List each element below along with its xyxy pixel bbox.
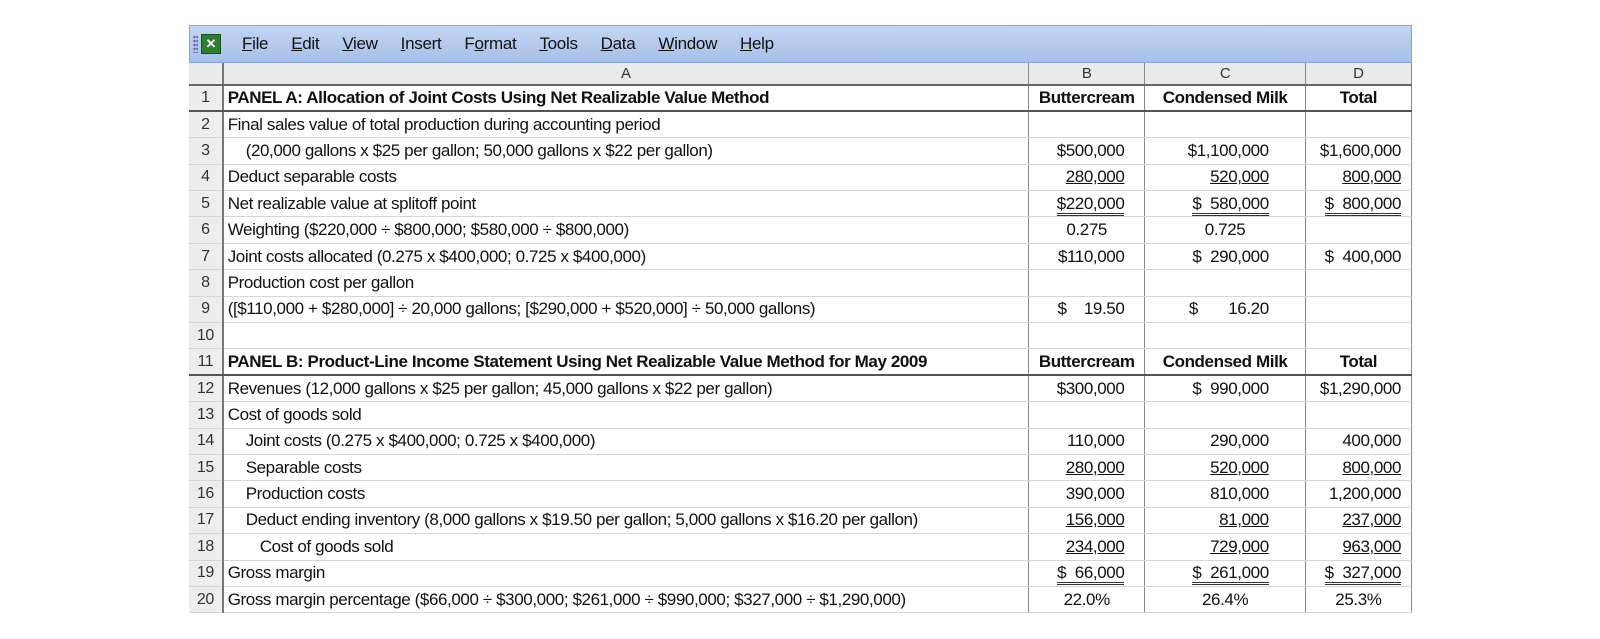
cell-b[interactable] [1028,375,1144,401]
cell-d[interactable] [1305,164,1411,190]
sheet-row [189,270,1412,296]
cell-value: $1,100,000 [1187,140,1269,160]
cell-value: $ 800,000 [1325,194,1401,216]
cell-a[interactable] [223,534,1029,560]
menu-tools[interactable]: Tools [539,34,578,53]
column-header-b[interactable]: B [1028,63,1144,85]
cell-text: (20,000 gallons x $25 per gallon; 50,000 gallons x $22 per gallon) [245,140,713,160]
sheet-row [189,375,1412,401]
cell-c[interactable] [1145,454,1305,480]
menu-edit[interactable]: Edit [291,34,320,53]
cell-c[interactable] [1145,164,1305,190]
cell-a[interactable] [223,375,1029,401]
cell-text: Gross margin [227,563,325,583]
cell-text: Final sales value of total production during accounting period [227,114,661,134]
sheet-row [189,349,1412,375]
cell-b[interactable] [1028,111,1144,137]
row-header[interactable]: 12 [189,375,223,401]
cell-value: $1,600,000 [1319,140,1401,160]
cell-c[interactable] [1145,217,1305,243]
cell-d[interactable] [1305,85,1411,111]
cell-b[interactable] [1028,454,1144,480]
cell-a[interactable] [223,296,1029,322]
row-header[interactable]: 16 [189,481,223,507]
cell-b[interactable] [1028,270,1144,296]
cell-b[interactable] [1028,217,1144,243]
row-header[interactable]: 8 [189,270,223,296]
cell-value: Buttercream [1038,88,1135,108]
spreadsheet-grid [189,63,1412,613]
cell-a[interactable] [223,349,1029,375]
cell-a[interactable] [223,560,1029,586]
cell-a[interactable] [223,85,1029,111]
cell-a[interactable] [223,428,1029,454]
cell-b[interactable] [1028,560,1144,586]
cell-value: $300,000 [1056,378,1125,398]
row-header[interactable]: 1 [189,85,223,111]
cell-text: Cost of goods sold [259,536,394,556]
row-header[interactable]: 10 [189,323,223,349]
cell-a[interactable] [223,217,1029,243]
cell-d[interactable] [1305,296,1411,322]
row-header[interactable]: 3 [189,138,223,164]
cell-d[interactable] [1305,560,1411,586]
cell-text: Revenues (12,000 gallons x $25 per gallon; 45,000 gallons x $22 per gallon) [227,378,773,398]
cell-value: $500,000 [1056,140,1125,160]
cell-a[interactable] [223,402,1029,428]
menu-view[interactable]: View [342,34,378,53]
cell-value: 26.4% [1201,589,1249,609]
cell-c[interactable] [1145,586,1305,612]
cell-c[interactable] [1145,296,1305,322]
cell-d[interactable] [1305,428,1411,454]
cell-a[interactable] [223,507,1029,533]
cell-b[interactable] [1028,191,1144,217]
cell-b[interactable] [1028,243,1144,269]
sheet-row [189,428,1412,454]
cell-b[interactable] [1028,349,1144,375]
column-header-d[interactable]: D [1305,63,1411,85]
cell-d[interactable] [1305,270,1411,296]
cell-value: $ 261,000 [1192,563,1268,585]
cell-c[interactable] [1145,270,1305,296]
cell-b[interactable] [1028,428,1144,454]
sheet-row [189,138,1412,164]
cell-text: Weighting ($220,000 ÷ $800,000; $580,000 ÷ $800,000) [227,220,629,240]
sheet-row [189,534,1412,560]
cell-value: 520,000 [1210,167,1269,187]
cell-value: 729,000 [1210,536,1269,556]
cell-value: 963,000 [1342,536,1401,556]
cell-value: 280,000 [1065,457,1125,477]
toolbar-grip[interactable] [193,35,198,53]
row-header[interactable]: 14 [189,428,223,454]
cell-d[interactable] [1305,138,1411,164]
cell-value: $1,290,000 [1319,378,1401,398]
cell-text: Production costs [245,484,365,504]
column-header-row [189,63,1412,85]
column-header-c[interactable]: C [1145,63,1305,85]
cell-c[interactable] [1145,191,1305,217]
cell-value: 400,000 [1342,431,1401,451]
cell-value: 22.0% [1063,589,1110,609]
row-header[interactable]: 2 [189,111,223,137]
cell-d[interactable] [1305,349,1411,375]
cell-b[interactable] [1028,402,1144,428]
cell-b[interactable] [1028,85,1144,111]
cell-value: 0.275 [1066,220,1107,240]
cell-a[interactable] [223,586,1029,612]
cell-value: 520,000 [1210,457,1269,477]
sheet-row [189,191,1412,217]
row-header[interactable]: 9 [189,296,223,322]
cell-b[interactable] [1028,296,1144,322]
cell-a[interactable] [223,454,1029,480]
row-header[interactable]: 11 [189,349,223,375]
cell-value: $ 66,000 [1057,563,1124,585]
cell-c[interactable] [1145,111,1305,137]
cell-b[interactable] [1028,586,1144,612]
row-header[interactable]: 17 [189,507,223,533]
cell-text: Deduct ending inventory (8,000 gallons x $19.50 per gallon; 5,000 gallons x $16.20 per gallon) [245,510,918,530]
row-header[interactable]: 5 [189,191,223,217]
cell-c[interactable] [1145,534,1305,560]
cell-text: PANEL A: Allocation of Joint Costs Using Net Realizable Value Method [227,88,770,108]
cell-value: 234,000 [1065,536,1125,556]
menu-window[interactable]: Window [658,34,718,53]
cell-value: 156,000 [1065,510,1125,530]
cell-d[interactable] [1305,534,1411,560]
menu-insert[interactable]: Insert [400,34,442,53]
cell-c[interactable] [1145,138,1305,164]
cell-value: $220,000 [1057,194,1125,216]
cell-value: $ 290,000 [1192,246,1269,266]
menu-bar [189,25,1412,63]
cell-text: PANEL B: Product-Line Income Statement Using Net Realizable Value Method for May 2009 [227,351,928,371]
cell-text: Production cost per gallon [227,272,414,292]
cell-b[interactable] [1028,534,1144,560]
row-header[interactable]: 19 [189,560,223,586]
excel-app-icon[interactable]: ✕ [201,34,221,54]
cell-text: Joint costs (0.275 x $400,000; 0.725 x $400,000) [245,431,596,451]
row-header[interactable]: 18 [189,534,223,560]
cell-value: Buttercream [1038,351,1135,371]
sheet-row [189,243,1412,269]
sheet-row [189,402,1412,428]
sheet-row [189,164,1412,190]
cell-b[interactable] [1028,481,1144,507]
sheet-row [189,586,1412,612]
cell-value: Total [1339,88,1378,108]
cell-a[interactable] [223,243,1029,269]
sheet-row [189,323,1412,349]
cell-b[interactable] [1028,507,1144,533]
cell-c[interactable] [1145,507,1305,533]
row-header[interactable]: 4 [189,164,223,190]
spreadsheet-window [189,25,1412,622]
cell-value: $ 580,000 [1192,194,1268,216]
menu-file[interactable]: File [242,34,269,53]
menu-data[interactable]: Data [600,34,636,53]
sheet-row [189,481,1412,507]
cell-c[interactable] [1145,402,1305,428]
cell-text: Separable costs [245,457,362,477]
cell-a[interactable] [223,270,1029,296]
cell-value: 1,200,000 [1328,484,1401,504]
cell-value: Condensed Milk [1162,351,1288,371]
cell-value: $110,000 [1057,246,1125,266]
cell-d[interactable] [1305,217,1411,243]
cell-d[interactable] [1305,586,1411,612]
cell-text: Gross margin percentage ($66,000 ÷ $300,000; $261,000 ÷ $990,000; $327,000 ÷ $1,290,000) [227,589,906,609]
cell-d[interactable] [1305,243,1411,269]
sheet-row [189,296,1412,322]
cell-c[interactable] [1145,428,1305,454]
cell-a[interactable] [223,191,1029,217]
menu-format[interactable]: Format [464,34,517,53]
cell-d[interactable] [1305,375,1411,401]
cell-value: Total [1339,351,1378,371]
sheet-row [189,85,1412,111]
cell-value: $ 400,000 [1324,246,1401,266]
sheet-row [189,454,1412,480]
cell-d[interactable] [1305,191,1411,217]
cell-d[interactable] [1305,481,1411,507]
cell-value: 280,000 [1065,167,1125,187]
cell-text: Deduct separable costs [227,167,397,187]
row-header[interactable]: 6 [189,217,223,243]
cell-d[interactable] [1305,507,1411,533]
cell-value: 390,000 [1065,484,1125,504]
row-header[interactable]: 13 [189,402,223,428]
cell-a[interactable] [223,323,1029,349]
cell-c[interactable] [1145,243,1305,269]
cell-d[interactable] [1305,323,1411,349]
sheet-row [189,560,1412,586]
cell-d[interactable] [1305,454,1411,480]
cell-a[interactable] [223,164,1029,190]
cell-value: $ 327,000 [1325,563,1401,585]
row-header[interactable]: 15 [189,454,223,480]
cell-a[interactable] [223,138,1029,164]
cell-value: 800,000 [1342,167,1401,187]
cell-value: 81,000 [1219,510,1269,530]
cell-b[interactable] [1028,164,1144,190]
cell-value: 0.725 [1204,220,1246,240]
cell-value: $ 990,000 [1192,378,1269,398]
sheet-row [189,507,1412,533]
cell-b[interactable] [1028,323,1144,349]
cell-value: 237,000 [1342,510,1401,530]
cell-value: $ 16.20 [1188,299,1269,319]
cell-c[interactable] [1145,323,1305,349]
cell-c[interactable] [1145,560,1305,586]
cell-d[interactable] [1305,402,1411,428]
cell-text: ([$110,000 + $280,000] ÷ 20,000 gallons; [$290,000 + $520,000] ÷ 50,000 gallons) [227,299,816,319]
row-header[interactable]: 20 [189,586,223,612]
cell-value: Condensed Milk [1162,88,1288,108]
cell-b[interactable] [1028,138,1144,164]
cell-c[interactable] [1145,481,1305,507]
cell-value: $ 19.50 [1057,299,1125,319]
row-header[interactable]: 7 [189,243,223,269]
sheet-row [189,111,1412,137]
cell-text: Cost of goods sold [227,404,362,424]
cell-a[interactable] [223,111,1029,137]
sheet-row [189,217,1412,243]
cell-d[interactable] [1305,111,1411,137]
cell-value: 110,000 [1067,431,1125,451]
cell-c[interactable] [1145,349,1305,375]
select-all-corner[interactable] [189,63,223,85]
cell-value: 290,000 [1210,431,1269,451]
cell-text: Joint costs allocated (0.275 x $400,000; 0.725 x $400,000) [227,246,646,266]
column-header-a[interactable]: A [223,63,1029,85]
cell-text: Net realizable value at splitoff point [227,193,476,213]
cell-c[interactable] [1145,375,1305,401]
menu-help[interactable]: Help [740,34,774,53]
cell-value: 25.3% [1335,589,1382,609]
cell-value: 810,000 [1210,484,1269,504]
cell-c[interactable] [1145,85,1305,111]
cell-value: 800,000 [1342,457,1401,477]
cell-a[interactable] [223,481,1029,507]
